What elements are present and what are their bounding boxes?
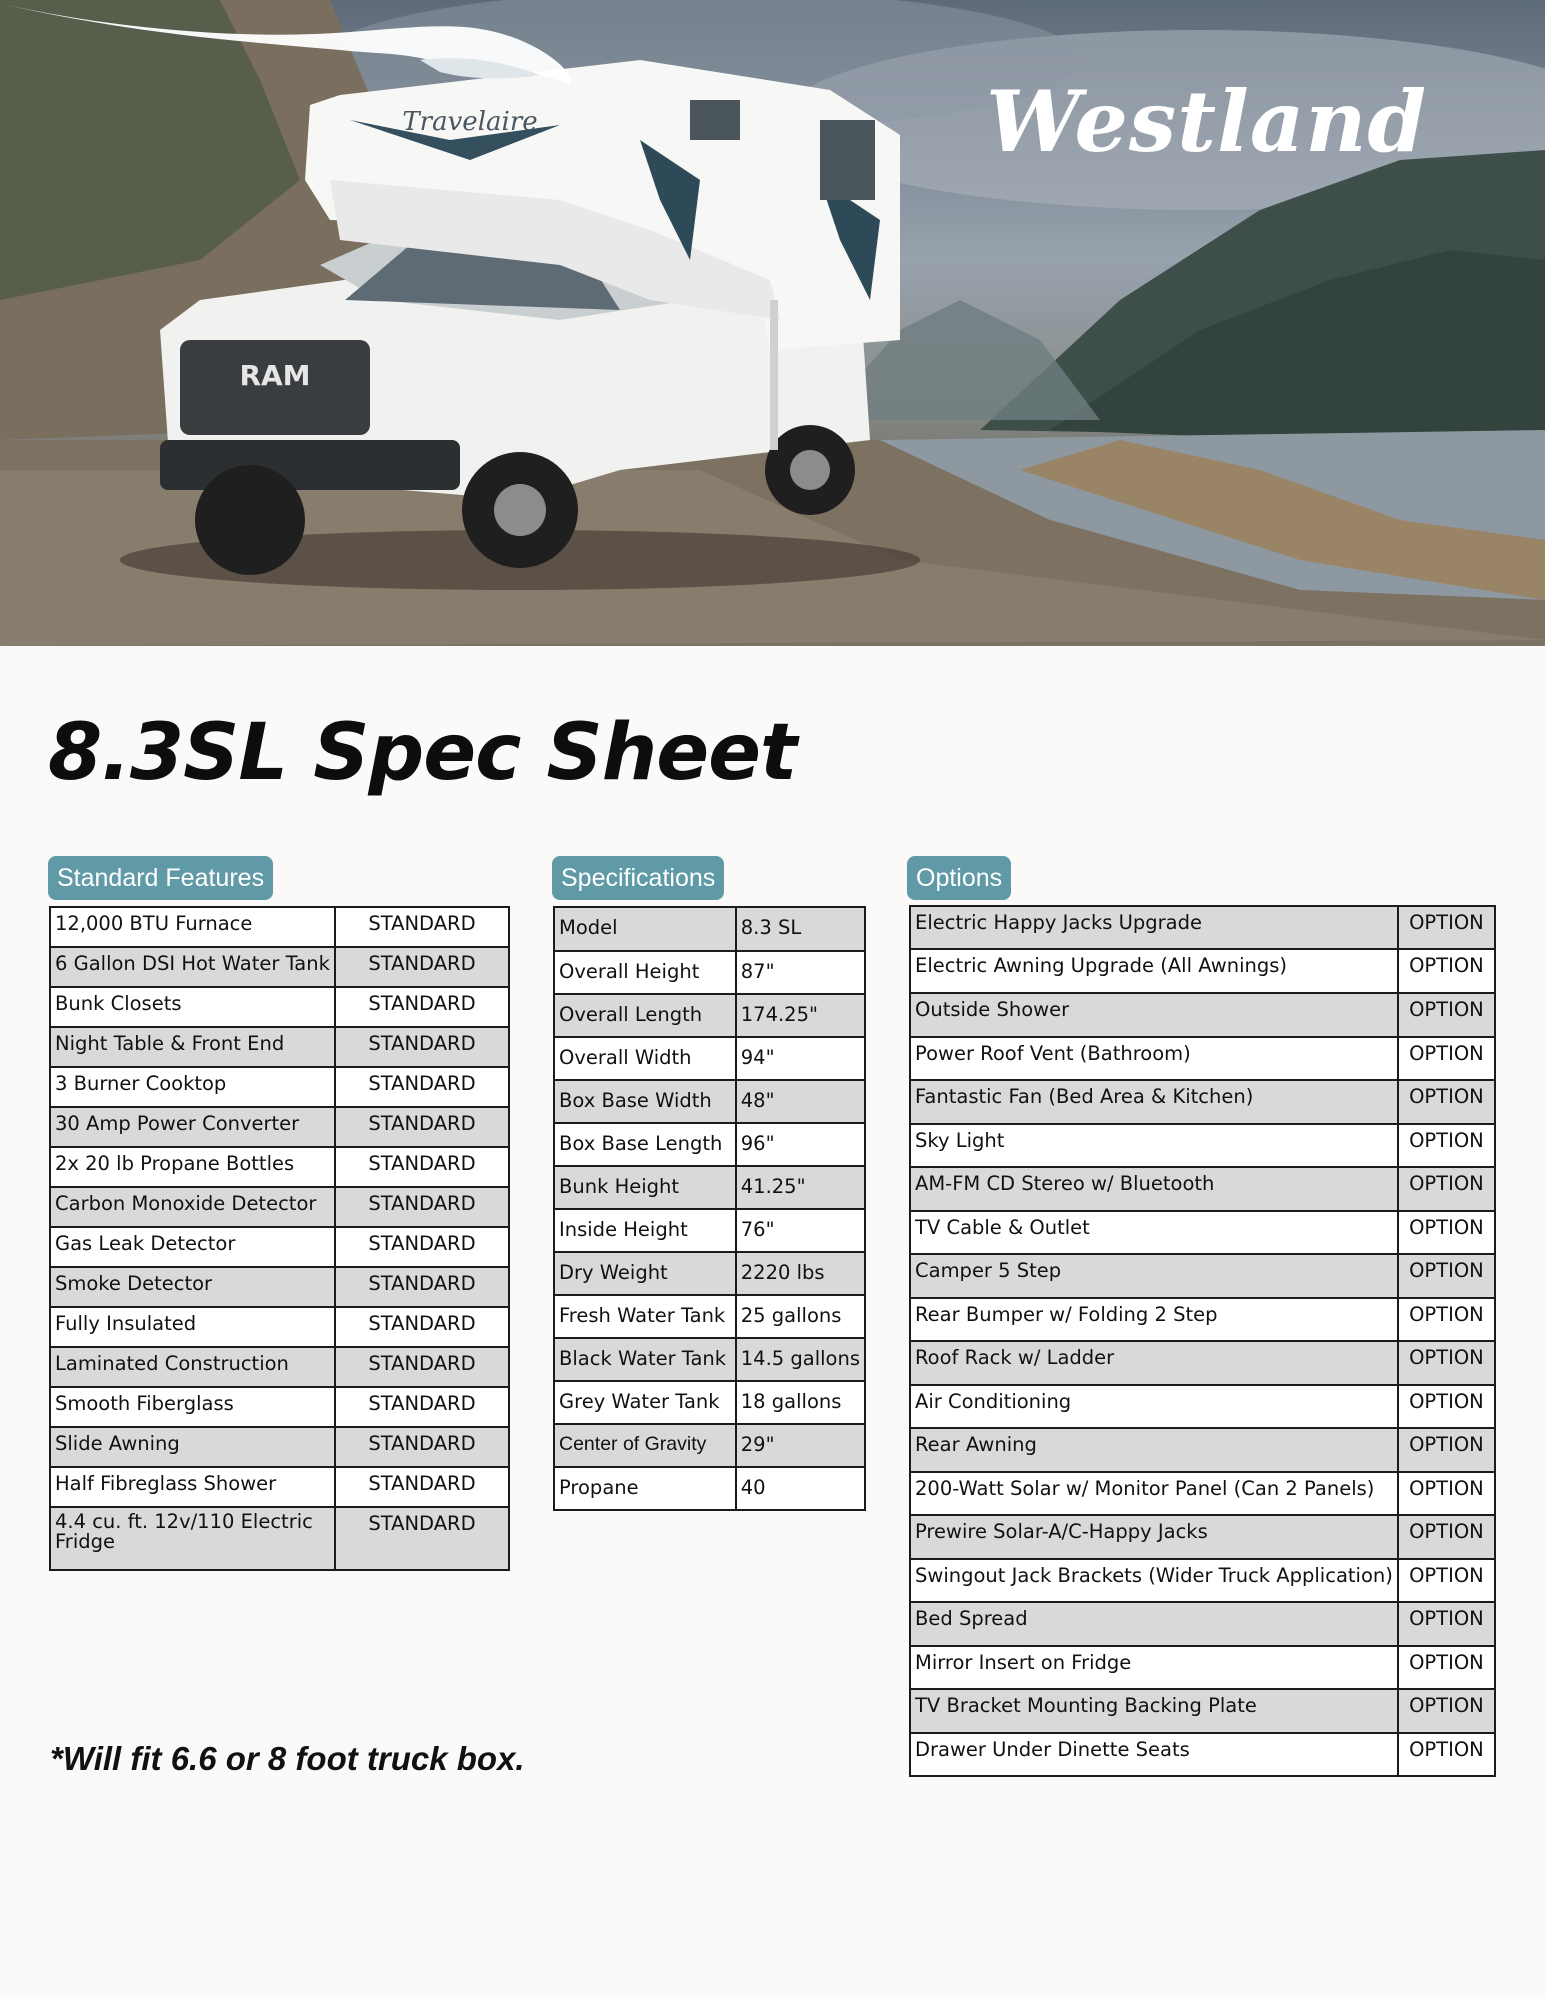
- feature-name: 30 Amp Power Converter: [50, 1107, 335, 1147]
- table-row: [554, 907, 865, 951]
- option-name: 200-Watt Solar w/ Monitor Panel (Can 2 Panels): [910, 1472, 1398, 1515]
- table-row: [554, 1209, 865, 1252]
- feature-status: STANDARD: [335, 1507, 509, 1570]
- hero-photo: [0, 0, 1545, 646]
- feature-status: STANDARD: [335, 1147, 509, 1187]
- feature-name-line1: 4.4 cu. ft. 12v/110 Electric: [55, 1510, 313, 1533]
- spec-name: Model: [554, 907, 736, 951]
- feature-status: STANDARD: [335, 1267, 509, 1307]
- feature-status: STANDARD: [335, 1027, 509, 1067]
- option-status: OPTION: [1398, 1472, 1495, 1515]
- feature-name: Gas Leak Detector: [50, 1227, 335, 1267]
- table-row: [554, 1424, 865, 1467]
- table-row: [554, 1080, 865, 1123]
- option-name: Mirror Insert on Fridge: [910, 1646, 1398, 1689]
- table-row: [910, 1515, 1495, 1559]
- options-heading: Options: [907, 856, 1011, 900]
- feature-name: Bunk Closets: [50, 987, 335, 1027]
- spec-value: 76": [736, 1209, 865, 1252]
- spec-name: Center of Gravity: [554, 1424, 736, 1467]
- table-row: [910, 993, 1495, 1037]
- option-status: OPTION: [1398, 1515, 1495, 1559]
- table-row: [50, 1467, 509, 1507]
- options-table: [909, 905, 1496, 1777]
- option-name: Air Conditioning: [910, 1385, 1398, 1428]
- option-status: OPTION: [1398, 1341, 1495, 1385]
- option-status: OPTION: [1398, 1689, 1495, 1733]
- table-row: [50, 1107, 509, 1147]
- table-row: [910, 1167, 1495, 1211]
- option-status: OPTION: [1398, 1428, 1495, 1472]
- option-status: OPTION: [1398, 1733, 1495, 1776]
- option-name: Fantastic Fan (Bed Area & Kitchen): [910, 1080, 1398, 1124]
- option-name: Bed Spread: [910, 1602, 1398, 1646]
- spec-name: Overall Length: [554, 994, 736, 1037]
- feature-name: Smooth Fiberglass: [50, 1387, 335, 1427]
- option-status: OPTION: [1398, 1037, 1495, 1080]
- spec-value: 25 gallons: [736, 1295, 865, 1338]
- table-row: [554, 1467, 865, 1510]
- table-row: [554, 1295, 865, 1338]
- option-name: Swingout Jack Brackets (Wider Truck Application): [910, 1559, 1398, 1602]
- feature-status: STANDARD: [335, 947, 509, 987]
- table-row: [554, 994, 865, 1037]
- option-status: OPTION: [1398, 906, 1495, 949]
- spec-value: 87": [736, 951, 865, 994]
- spec-name: Black Water Tank: [554, 1338, 736, 1381]
- option-name: Camper 5 Step: [910, 1254, 1398, 1298]
- table-row: [554, 1252, 865, 1295]
- feature-name-line2: Fridge: [55, 1530, 115, 1553]
- table-row: [554, 1123, 865, 1166]
- table-row: [910, 1080, 1495, 1124]
- option-status: OPTION: [1398, 1167, 1495, 1211]
- spec-value: 29": [736, 1424, 865, 1467]
- page-title: 8.3SL Spec Sheet: [48, 708, 797, 798]
- spec-value: 96": [736, 1123, 865, 1166]
- feature-name: 12,000 BTU Furnace: [50, 907, 335, 947]
- table-row: [554, 1166, 865, 1209]
- spec-name: Inside Height: [554, 1209, 736, 1252]
- feature-status: STANDARD: [335, 1107, 509, 1147]
- table-row: [910, 1254, 1495, 1298]
- option-name: Outside Shower: [910, 993, 1398, 1037]
- spec-value: 48": [736, 1080, 865, 1123]
- spec-name: Overall Height: [554, 951, 736, 994]
- westland-logo-swoosh: [0, 0, 580, 150]
- feature-status: STANDARD: [335, 1427, 509, 1467]
- table-row: [910, 1341, 1495, 1385]
- feature-status: STANDARD: [335, 987, 509, 1027]
- spec-value: 41.25": [736, 1166, 865, 1209]
- feature-name: Slide Awning: [50, 1427, 335, 1467]
- table-row: [50, 1427, 509, 1467]
- option-status: OPTION: [1398, 949, 1495, 993]
- feature-status: STANDARD: [335, 1307, 509, 1347]
- table-row: [50, 1027, 509, 1067]
- table-row: [554, 951, 865, 994]
- table-row: [910, 1211, 1495, 1254]
- table-row: [554, 1037, 865, 1080]
- table-row: [910, 1559, 1495, 1602]
- option-name: Electric Happy Jacks Upgrade: [910, 906, 1398, 949]
- feature-name: [50, 1507, 335, 1570]
- spec-name: Propane: [554, 1467, 736, 1510]
- table-row: [50, 1067, 509, 1107]
- option-status: OPTION: [1398, 1254, 1495, 1298]
- table-row: [910, 1472, 1495, 1515]
- option-status: OPTION: [1398, 1080, 1495, 1124]
- feature-name: 6 Gallon DSI Hot Water Tank: [50, 947, 335, 987]
- feature-name: Carbon Monoxide Detector: [50, 1187, 335, 1227]
- feature-name: Smoke Detector: [50, 1267, 335, 1307]
- table-row: [910, 1689, 1495, 1733]
- spec-name: Bunk Height: [554, 1166, 736, 1209]
- option-status: OPTION: [1398, 1559, 1495, 1602]
- table-row: [910, 906, 1495, 949]
- spec-value: 40: [736, 1467, 865, 1510]
- feature-status: STANDARD: [335, 1467, 509, 1507]
- spec-name: Grey Water Tank: [554, 1381, 736, 1424]
- camper-brand: Travelaire: [402, 107, 538, 137]
- specifications-table: [553, 906, 866, 1511]
- feature-name: Half Fibreglass Shower: [50, 1467, 335, 1507]
- standard-features-heading: Standard Features: [48, 856, 273, 900]
- feature-name: 3 Burner Cooktop: [50, 1067, 335, 1107]
- table-row: [910, 1124, 1495, 1167]
- spec-name: Fresh Water Tank: [554, 1295, 736, 1338]
- table-row: [50, 1227, 509, 1267]
- feature-name: Night Table & Front End: [50, 1027, 335, 1067]
- spec-name: Overall Width: [554, 1037, 736, 1080]
- option-name: AM-FM CD Stereo w/ Bluetooth: [910, 1167, 1398, 1211]
- spec-name: Box Base Width: [554, 1080, 736, 1123]
- option-name: Electric Awning Upgrade (All Awnings): [910, 949, 1398, 993]
- spec-value: 8.3 SL: [736, 907, 865, 951]
- feature-status: STANDARD: [335, 1387, 509, 1427]
- table-row: [910, 1385, 1495, 1428]
- option-status: OPTION: [1398, 1298, 1495, 1341]
- feature-status: STANDARD: [335, 1067, 509, 1107]
- spec-value: 2220 lbs: [736, 1252, 865, 1295]
- table-row: [50, 1187, 509, 1227]
- table-row: [910, 1602, 1495, 1646]
- spec-name: Dry Weight: [554, 1252, 736, 1295]
- standard-features-table: [49, 906, 510, 1571]
- table-row: [910, 1646, 1495, 1689]
- spec-value: 174.25": [736, 994, 865, 1037]
- truck-badge: RAM: [239, 359, 311, 392]
- feature-name: 2x 20 lb Propane Bottles: [50, 1147, 335, 1187]
- feature-status: STANDARD: [335, 1227, 509, 1267]
- option-name: Rear Bumper w/ Folding 2 Step: [910, 1298, 1398, 1341]
- option-status: OPTION: [1398, 1646, 1495, 1689]
- table-row: [910, 1037, 1495, 1080]
- option-status: OPTION: [1398, 1124, 1495, 1167]
- table-row: [50, 1147, 509, 1187]
- option-name: Roof Rack w/ Ladder: [910, 1341, 1398, 1385]
- option-name: Power Roof Vent (Bathroom): [910, 1037, 1398, 1080]
- option-name: Rear Awning: [910, 1428, 1398, 1472]
- option-name: Drawer Under Dinette Seats: [910, 1733, 1398, 1776]
- feature-name: Fully Insulated: [50, 1307, 335, 1347]
- table-row: [910, 949, 1495, 993]
- westland-logo: Westland: [986, 72, 1428, 171]
- option-status: OPTION: [1398, 1602, 1495, 1646]
- table-row: [910, 1428, 1495, 1472]
- table-row: [50, 1267, 509, 1307]
- feature-name: Laminated Construction: [50, 1347, 335, 1387]
- option-name: Sky Light: [910, 1124, 1398, 1167]
- table-row: [910, 1298, 1495, 1341]
- option-name: Prewire Solar-A/C-Happy Jacks: [910, 1515, 1398, 1559]
- option-status: OPTION: [1398, 993, 1495, 1037]
- table-row: [50, 947, 509, 987]
- feature-status: STANDARD: [335, 1347, 509, 1387]
- table-row: [50, 1507, 509, 1570]
- specifications-heading: Specifications: [552, 856, 724, 900]
- feature-status: STANDARD: [335, 907, 509, 947]
- option-status: OPTION: [1398, 1211, 1495, 1254]
- fit-note: *Will fit 6.6 or 8 foot truck box.: [50, 1740, 525, 1777]
- table-row: [50, 1307, 509, 1347]
- feature-status: STANDARD: [335, 1187, 509, 1227]
- table-row: [554, 1338, 865, 1381]
- spec-value: 14.5 gallons: [736, 1338, 865, 1381]
- spec-value: 94": [736, 1037, 865, 1080]
- table-row: [50, 1387, 509, 1427]
- table-row: [910, 1733, 1495, 1776]
- option-status: OPTION: [1398, 1385, 1495, 1428]
- option-name: TV Cable & Outlet: [910, 1211, 1398, 1254]
- table-row: [554, 1381, 865, 1424]
- spec-name: Box Base Length: [554, 1123, 736, 1166]
- table-row: [50, 987, 509, 1027]
- table-row: [50, 907, 509, 947]
- spec-value: 18 gallons: [736, 1381, 865, 1424]
- option-name: TV Bracket Mounting Backing Plate: [910, 1689, 1398, 1733]
- table-row: [50, 1347, 509, 1387]
